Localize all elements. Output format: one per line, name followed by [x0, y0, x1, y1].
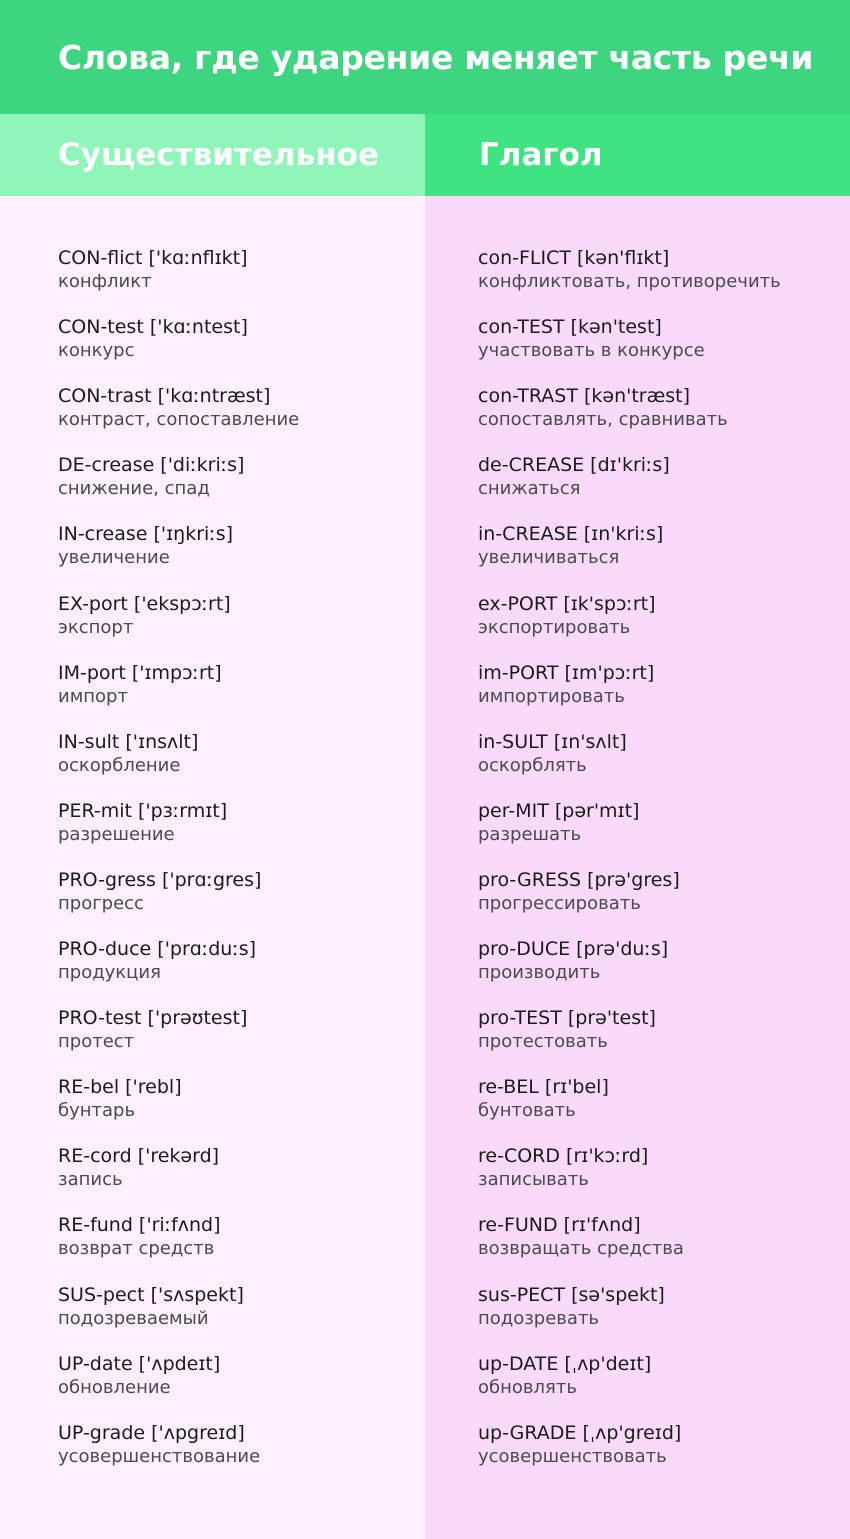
verb-word: pro-TEST [prə'test] — [478, 1007, 656, 1029]
verb-list — [425, 196, 850, 1539]
noun-translation: усовершенствование — [58, 1446, 261, 1467]
noun-translation: обновление — [58, 1377, 171, 1398]
noun-translation: конкурс — [58, 340, 135, 361]
verb-word: re-CORD [rɪ'kɔːrd] — [478, 1145, 649, 1167]
verb-translation: обновлять — [478, 1377, 577, 1398]
noun-entry — [58, 661, 222, 708]
noun-entry — [58, 522, 233, 569]
verb-entry — [478, 522, 663, 569]
verb-entry — [478, 592, 656, 639]
noun-translation: бунтарь — [58, 1100, 136, 1121]
verb-translation: участвовать в конкурсе — [478, 340, 705, 361]
verb-entry — [478, 1006, 656, 1053]
noun-translation: оскорбление — [58, 755, 181, 776]
noun-entry — [58, 384, 299, 431]
noun-entry — [58, 868, 261, 915]
noun-entry — [58, 592, 231, 639]
noun-translation: импорт — [58, 686, 128, 707]
noun-word: RE-fund ['riːfʌnd] — [58, 1214, 221, 1236]
verb-word: pro-GRESS [prə'gres] — [478, 869, 680, 891]
verb-translation: производить — [478, 962, 601, 983]
noun-translation: возврат средств — [58, 1238, 215, 1259]
verb-word: con-FLICT [kən'flɪkt] — [478, 247, 670, 269]
noun-word: IN-crease ['ɪŋkriːs] — [58, 523, 234, 545]
verb-entry — [478, 315, 705, 362]
verb-word: in-CREASE [ɪn'kriːs] — [478, 523, 664, 545]
verb-word: con-TRAST [kən'træst] — [478, 385, 691, 407]
verb-translation: экспортировать — [478, 617, 631, 638]
noun-word: RE-bel ['rebl] — [58, 1076, 182, 1098]
noun-entry — [58, 1075, 182, 1122]
noun-entry — [58, 315, 248, 362]
noun-word: SUS-pect ['sʌspekt] — [58, 1284, 244, 1306]
noun-word: UP-date ['ʌpdeɪt] — [58, 1353, 221, 1375]
noun-column-header — [0, 114, 425, 196]
verb-entry — [478, 868, 680, 915]
verb-word: con-TEST [kən'test] — [478, 316, 662, 338]
noun-word: PRO-test ['prəʊtest] — [58, 1007, 248, 1029]
noun-word: PER-mit ['pɜːrmɪt] — [58, 800, 228, 822]
noun-word: IN-sult ['ɪnsʌlt] — [58, 731, 199, 753]
verb-word: sus-PECT [sə'spekt] — [478, 1284, 665, 1306]
verb-word: per-MIT [pər'mɪt] — [478, 800, 640, 822]
verb-column-header — [425, 114, 850, 196]
verb-entry — [478, 1144, 648, 1191]
page-title: Слова, где ударение меняет часть речи — [58, 38, 814, 77]
noun-entry — [58, 799, 227, 846]
verb-entry — [478, 384, 728, 431]
noun-translation: контраст, сопоставление — [58, 409, 300, 430]
verb-translation: снижаться — [478, 478, 581, 499]
noun-entry — [58, 1213, 221, 1260]
noun-word: UP-grade ['ʌpgreɪd] — [58, 1422, 245, 1444]
noun-entry — [58, 1144, 219, 1191]
verb-translation: разрешать — [478, 824, 582, 845]
title-bar — [0, 0, 850, 114]
verb-entry — [478, 1213, 684, 1260]
verb-translation: конфликтовать, противоречить — [478, 271, 781, 292]
noun-translation: снижение, спад — [58, 478, 210, 499]
verb-translation: оскорблять — [478, 755, 587, 776]
verb-entry — [478, 1421, 681, 1468]
verb-entry — [478, 937, 668, 984]
noun-entry — [58, 1283, 244, 1330]
noun-translation: разрешение — [58, 824, 175, 845]
verb-entry — [478, 1352, 651, 1399]
verb-column-title: Глагол — [479, 137, 603, 173]
verb-word: re-FUND [rɪ'fʌnd] — [478, 1214, 641, 1236]
noun-word: EX-port ['ekspɔːrt] — [58, 593, 231, 615]
noun-list — [0, 196, 425, 1539]
noun-entry — [58, 1352, 220, 1399]
verb-entry — [478, 730, 627, 777]
noun-column-title: Существительное — [58, 137, 379, 173]
noun-word: CON-flict ['kɑːnflɪkt] — [58, 247, 248, 269]
verb-translation: прогрессировать — [478, 893, 641, 914]
noun-translation: запись — [58, 1169, 123, 1190]
noun-translation: протест — [58, 1031, 135, 1052]
noun-entry — [58, 453, 244, 500]
noun-entry — [58, 246, 248, 293]
noun-entry — [58, 730, 198, 777]
verb-translation: импортировать — [478, 686, 625, 707]
noun-entry — [58, 937, 256, 984]
verb-translation: усовершенствовать — [478, 1446, 667, 1467]
noun-word: PRO-gress ['prɑːgres] — [58, 869, 262, 891]
verb-word: up-GRADE [ˌʌp'greɪd] — [478, 1422, 682, 1444]
verb-entry — [478, 1283, 665, 1330]
verb-word: re-BEL [rɪ'bel] — [478, 1076, 609, 1098]
noun-entry — [58, 1006, 247, 1053]
noun-translation: увеличение — [58, 547, 170, 568]
verb-word: de-CREASE [dɪ'kriːs] — [478, 454, 670, 476]
noun-word: RE-cord ['rekərd] — [58, 1145, 220, 1167]
verb-translation: подозревать — [478, 1308, 600, 1329]
verb-word: in-SULT [ɪn'sʌlt] — [478, 731, 627, 753]
noun-word: CON-trast ['kɑːntræst] — [58, 385, 271, 407]
verb-translation: увеличиваться — [478, 547, 620, 568]
noun-word: CON-test ['kɑːntest] — [58, 316, 248, 338]
verb-translation: записывать — [478, 1169, 589, 1190]
verb-translation: бунтовать — [478, 1100, 576, 1121]
noun-translation: продукция — [58, 962, 161, 983]
noun-translation: прогресс — [58, 893, 144, 914]
verb-translation: возвращать средства — [478, 1238, 684, 1259]
verb-translation: сопоставлять, сравнивать — [478, 409, 728, 430]
verb-entry — [478, 799, 639, 846]
verb-entry — [478, 246, 781, 293]
noun-word: DE-crease ['diːkriːs] — [58, 454, 245, 476]
noun-word: IM-port ['ɪmpɔːrt] — [58, 662, 222, 684]
noun-translation: конфликт — [58, 271, 152, 292]
verb-word: ex-PORT [ɪk'spɔːrt] — [478, 593, 656, 615]
verb-word: im-PORT [ɪm'pɔːrt] — [478, 662, 655, 684]
verb-entry — [478, 1075, 609, 1122]
verb-entry — [478, 661, 654, 708]
verb-entry — [478, 453, 670, 500]
noun-translation: экспорт — [58, 617, 134, 638]
verb-translation: протестовать — [478, 1031, 608, 1052]
noun-word: PRO-duce ['prɑːduːs] — [58, 938, 257, 960]
noun-translation: подозреваемый — [58, 1308, 209, 1329]
verb-word: pro-DUCE [prə'duːs] — [478, 938, 669, 960]
verb-word: up-DATE [ˌʌp'deɪt] — [478, 1353, 652, 1375]
noun-entry — [58, 1421, 260, 1468]
